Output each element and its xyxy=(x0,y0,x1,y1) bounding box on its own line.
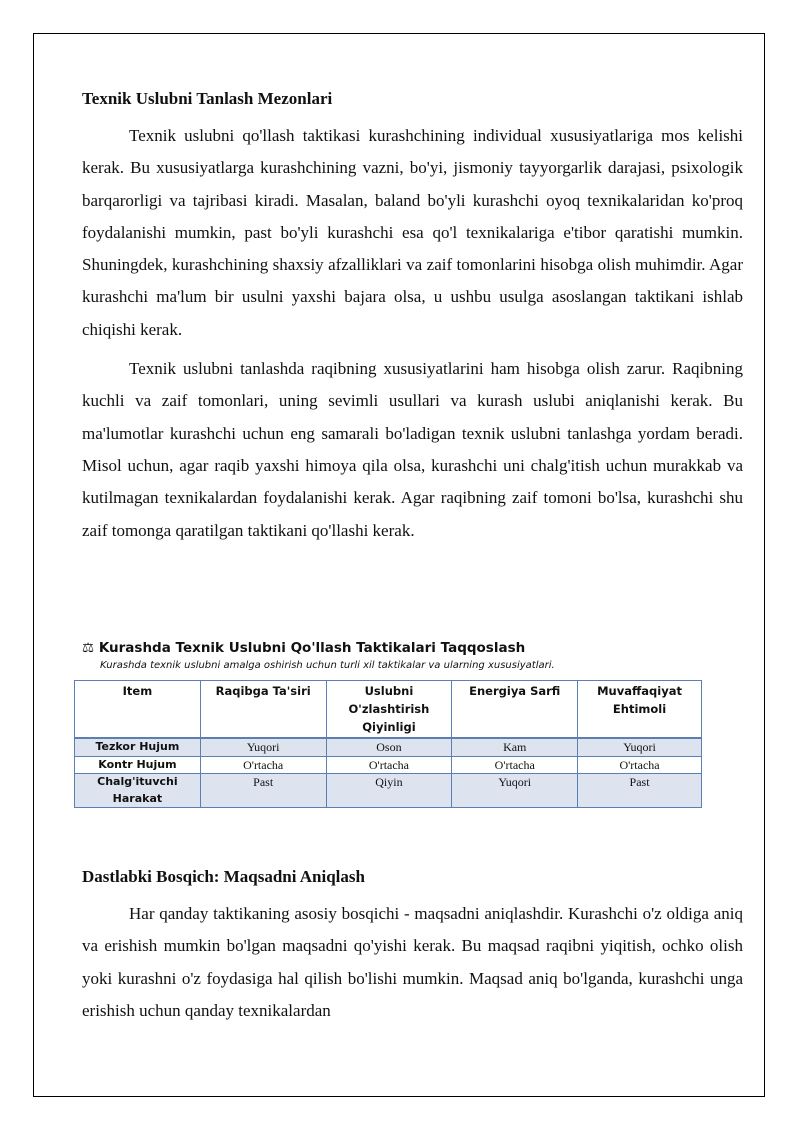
table-cell: O'rtacha xyxy=(452,756,578,774)
column-header: Uslubni O'zlashtirish Qiyinligi xyxy=(326,681,452,739)
table-cell: O'rtacha xyxy=(200,756,326,774)
table-cell: Past xyxy=(578,774,702,808)
section-heading: Dastlabki Bosqich: Maqsadni Aniqlash xyxy=(82,867,365,886)
row-label: Tezkor Hujum xyxy=(75,738,201,756)
column-header: Raqibga Ta'siri xyxy=(200,681,326,739)
table-cell: Kam xyxy=(452,738,578,756)
column-header: Energiya Sarfi xyxy=(452,681,578,739)
table-cell: Qiyin xyxy=(326,774,452,808)
column-header: Item xyxy=(75,681,201,739)
table-cell: O'rtacha xyxy=(326,756,452,774)
table-title xyxy=(82,638,722,658)
table-caption: Kurashda texnik uslubni amalga oshirish uchun turli xil taktikalar va ularning xususiyatlari. xyxy=(100,660,555,671)
comparison-table xyxy=(74,680,702,808)
section-goal xyxy=(82,866,743,1027)
table-cell: Oson xyxy=(326,738,452,756)
paragraph: Texnik uslubni tanlashda raqibning xususiyatlarini ham hisobga olish zarur. Raqibning kuchli va zaif tomonlari, uning sevimli usullari va kurash uslubi aniqlanishi kerak. Bu ma'lumotlar kurashchi uchun eng samarali bo'ladigan texnik uslubni tanlashga yordam beradi. Misol uchun, agar raqib yaxshi himoya qila olsa, kurashchi uni chalg'itish uchun murakkab va kutilmagan texnikalardan foydalanishi kerak. Agar raqibning zaif tomoni bo'lsa, kurashchi shu zaif tomonga qaratilgan taktikani qo'llashi kerak. xyxy=(82,359,743,540)
paragraph: Texnik uslubni qo'llash taktikasi kurashchining individual xususiyatlariga mos kelishi kerak. Bu xususiyatlarga kurashchining vazni, bo'yi, jismoniy tayyorgarlik darajasi, psixologik barqarorligi va tajribasi kiradi. Masalan, baland bo'yli kurashchi oyoq texnikalaridan ko'proq foydalanishi mumkin, past bo'yli kurashchi esa qo'l texnikalariga e'tibor qaratishi mumkin. Shuningdek, kurashchining shaxsiy afzalliklari va zaif tomonlarini hisobga olish muhimdir. Agar kurashchi ma'lum bir usulni yaxshi bajara olsa, u ushbu usulga asoslangan taktikani ishlab chiqishi kerak. xyxy=(82,126,743,339)
section-criteria xyxy=(82,88,743,547)
table-title-text: Kurashda Texnik Uslubni Qo'llash Taktikalari Taqqoslash xyxy=(98,640,526,656)
table-cell: Yuqori xyxy=(200,738,326,756)
column-header: Muvaffaqiyat Ehtimoli xyxy=(578,681,702,739)
paragraph: Har qanday taktikaning asosiy bosqichi - maqsadni aniqlashdir. Kurashchi o'z oldiga aniq va erishish mumkin bo'lgan maqsadni qo'yishi kerak. Bu maqsad raqibni yiqitish, ochko olish yoki kurashni o'z foydasiga hal qilish bo'lishi mumkin. Maqsad aniq bo'lganda, kurashchi unga erishish uchun qanday texnikalardan xyxy=(82,904,743,1020)
section-heading: Texnik Uslubni Tanlash Mezonlari xyxy=(82,89,333,108)
row-label: Kontr Hujum xyxy=(75,756,201,774)
scales-icon: ⚖ xyxy=(82,640,95,656)
table-cell: O'rtacha xyxy=(578,756,702,774)
table-cell: Yuqori xyxy=(452,774,578,808)
table-cell: Yuqori xyxy=(578,738,702,756)
table-row xyxy=(75,738,702,756)
table-row xyxy=(75,756,702,774)
row-label: Chalg'ituvchi Harakat xyxy=(75,774,201,808)
comparison-table-block xyxy=(82,638,722,808)
table-row xyxy=(75,774,702,808)
table-cell: Past xyxy=(200,774,326,808)
table-header-row xyxy=(75,681,702,739)
